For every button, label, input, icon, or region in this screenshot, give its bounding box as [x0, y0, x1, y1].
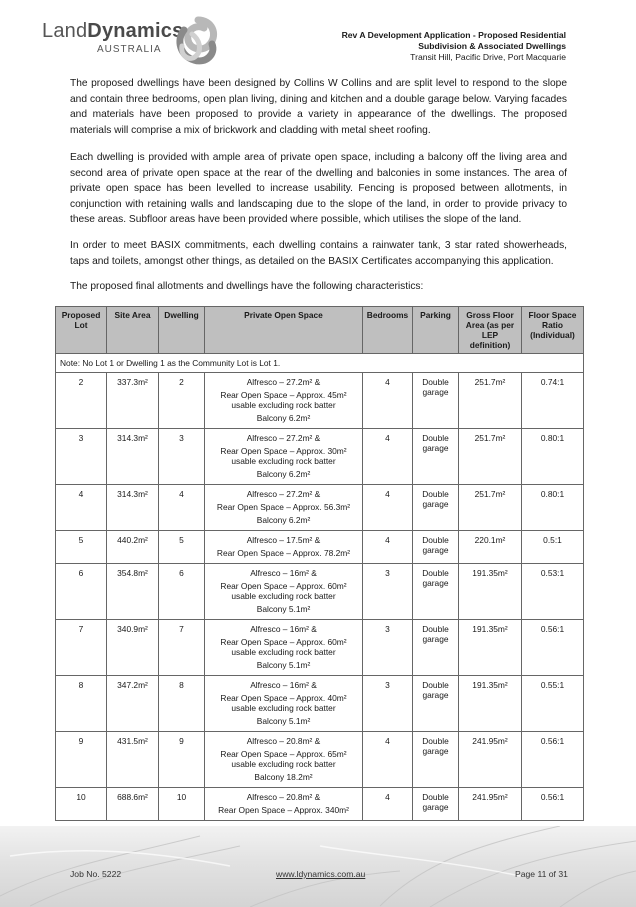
- document-header-title: [342, 30, 566, 63]
- logo-word-bold: Dynamics: [87, 20, 184, 42]
- column-header: Site Area: [107, 307, 159, 354]
- cell-floor-space-ratio: 0.56:1: [522, 788, 584, 821]
- cell-lot: 9: [56, 732, 107, 788]
- cell-bedrooms: 4: [363, 531, 413, 564]
- cell-parking: Double garage: [413, 531, 459, 564]
- cell-site-area: 314.3m²: [107, 429, 159, 485]
- cell-bedrooms: 3: [363, 564, 413, 620]
- cell-dwelling: 6: [159, 564, 205, 620]
- cell-private-open-space: [205, 485, 363, 531]
- cell-lot: 5: [56, 531, 107, 564]
- open-space-line: Rear Open Space – Approx. 78.2m²: [216, 548, 351, 558]
- cell-private-open-space: [205, 531, 363, 564]
- cell-private-open-space: [205, 676, 363, 732]
- cell-parking: Double garage: [413, 564, 459, 620]
- footer-page-number: Page 11 of 31: [515, 869, 568, 879]
- cell-private-open-space: [205, 788, 363, 821]
- table-row: [56, 429, 584, 485]
- cell-bedrooms: 3: [363, 620, 413, 676]
- column-header: Private Open Space: [205, 307, 363, 354]
- cell-lot: 2: [56, 373, 107, 429]
- cell-dwelling: 8: [159, 676, 205, 732]
- open-space-line: Alfresco – 16m² &: [250, 568, 317, 578]
- open-space-line: Alfresco – 27.2m² &: [246, 433, 321, 443]
- cell-site-area: 314.3m²: [107, 485, 159, 531]
- paragraph-dwelling-design: The proposed dwellings have been designed by Collins W Collins and are split level to respond to the slope and contain three bedrooms, open plan living, dining and kitchen and a double garage below. Varying facades and materials have been proposed to provide a variety in appearance of the dwellings. The proposed materials will comprise a mix of brickwork and cladding with metal sheet roofing.: [70, 78, 567, 136]
- cell-site-area: 431.5m²: [107, 732, 159, 788]
- footer-job-number: Job No. 5222: [70, 869, 122, 879]
- cell-private-open-space: [205, 620, 363, 676]
- cell-gross-floor-area: 220.1m²: [459, 531, 522, 564]
- cell-dwelling: 3: [159, 429, 205, 485]
- open-space-line: Balcony 5.1m²: [256, 660, 311, 670]
- cell-private-open-space: [205, 373, 363, 429]
- open-space-line: Rear Open Space – Approx. 40m² usable excluding rock batter: [220, 693, 347, 713]
- company-logo: [42, 20, 184, 55]
- allotments-table: [55, 306, 584, 821]
- cell-gross-floor-area: 251.7m²: [459, 485, 522, 531]
- open-space-line: Rear Open Space – Approx. 65m² usable excluding rock batter: [220, 749, 347, 769]
- cell-floor-space-ratio: 0.56:1: [522, 732, 584, 788]
- cell-site-area: 340.9m²: [107, 620, 159, 676]
- cell-parking: Double garage: [413, 732, 459, 788]
- table-row: [56, 564, 584, 620]
- column-header: Floor Space Ratio (Individual): [522, 307, 584, 354]
- logo-knot-icon: [172, 14, 224, 71]
- cell-private-open-space: [205, 564, 363, 620]
- table-row: [56, 620, 584, 676]
- cell-dwelling: 4: [159, 485, 205, 531]
- cell-gross-floor-area: 241.95m²: [459, 732, 522, 788]
- paragraph-table-intro: The proposed final allotments and dwellings have the following characteristics:: [70, 281, 424, 292]
- cell-parking: Double garage: [413, 676, 459, 732]
- cell-floor-space-ratio: 0.55:1: [522, 676, 584, 732]
- cell-gross-floor-area: 251.7m²: [459, 373, 522, 429]
- cell-dwelling: 2: [159, 373, 205, 429]
- open-space-line: Balcony 6.2m²: [256, 515, 311, 525]
- cell-lot: 3: [56, 429, 107, 485]
- open-space-line: Alfresco – 20.8m² &: [246, 736, 321, 746]
- table-row: [56, 732, 584, 788]
- column-header: Bedrooms: [363, 307, 413, 354]
- cell-parking: Double garage: [413, 429, 459, 485]
- open-space-line: Rear Open Space – Approx. 30m² usable excluding rock batter: [220, 446, 347, 466]
- open-space-line: Alfresco – 17.5m² &: [246, 535, 321, 545]
- cell-lot: 10: [56, 788, 107, 821]
- table-row: [56, 373, 584, 429]
- cell-site-area: 337.3m²: [107, 373, 159, 429]
- cell-private-open-space: [205, 732, 363, 788]
- table-row: [56, 531, 584, 564]
- cell-floor-space-ratio: 0.53:1: [522, 564, 584, 620]
- cell-dwelling: 9: [159, 732, 205, 788]
- paragraph-private-open-space: Each dwelling is provided with ample area of private open space, including a balcony off the living area and second area of private open space at the rear of the dwelling and balconies in some instances. The area of private open space has been levelled to increase usability. Fencing is proposed between allotments, in conjunction with retaining walls and landscaping due to the slope of the land, in order to provide privacy to these areas. Subfloor areas have been provided where possible, which utilises the slope of the land.: [70, 152, 567, 226]
- cell-gross-floor-area: 191.35m²: [459, 620, 522, 676]
- open-space-line: Rear Open Space – Approx. 45m² usable excluding rock batter: [220, 390, 347, 410]
- cell-bedrooms: 4: [363, 732, 413, 788]
- table-row: [56, 676, 584, 732]
- logo-subtitle: AUSTRALIA: [97, 44, 162, 55]
- open-space-line: Rear Open Space – Approx. 340m²: [218, 805, 349, 815]
- footer-website-link[interactable]: www.ldynamics.com.au: [276, 869, 366, 879]
- cell-private-open-space: [205, 429, 363, 485]
- cell-floor-space-ratio: 0.56:1: [522, 620, 584, 676]
- cell-floor-space-ratio: 0.80:1: [522, 429, 584, 485]
- cell-parking: Double garage: [413, 788, 459, 821]
- header-location: Transit Hill, Pacific Drive, Port Macquarie: [410, 52, 566, 62]
- cell-bedrooms: 4: [363, 788, 413, 821]
- cell-bedrooms: 4: [363, 485, 413, 531]
- cell-site-area: 347.2m²: [107, 676, 159, 732]
- cell-bedrooms: 4: [363, 429, 413, 485]
- logo-wordmark: [42, 20, 183, 43]
- header-title-line1: Rev A Development Application - Proposed Residential: [341, 30, 566, 40]
- cell-lot: 8: [56, 676, 107, 732]
- column-header: Parking: [413, 307, 459, 354]
- cell-floor-space-ratio: 0.74:1: [522, 373, 584, 429]
- open-space-line: Balcony 5.1m²: [256, 716, 311, 726]
- open-space-line: Balcony 6.2m²: [256, 469, 311, 479]
- open-space-line: Balcony 5.1m²: [256, 604, 311, 614]
- cell-gross-floor-area: 241.95m²: [459, 788, 522, 821]
- cell-dwelling: 10: [159, 788, 205, 821]
- open-space-line: Balcony 6.2m²: [256, 413, 311, 423]
- cell-gross-floor-area: 191.35m²: [459, 564, 522, 620]
- cell-floor-space-ratio: 0.5:1: [522, 531, 584, 564]
- cell-dwelling: 5: [159, 531, 205, 564]
- cell-gross-floor-area: 191.35m²: [459, 676, 522, 732]
- column-header: Gross Floor Area (as per LEP definition): [459, 307, 522, 354]
- cell-site-area: 440.2m²: [107, 531, 159, 564]
- column-header: Proposed Lot: [56, 307, 107, 354]
- table-note-row: [56, 354, 584, 373]
- open-space-line: Alfresco – 16m² &: [250, 680, 317, 690]
- cell-dwelling: 7: [159, 620, 205, 676]
- table-row: [56, 788, 584, 821]
- open-space-line: Alfresco – 16m² &: [250, 624, 317, 634]
- header-title-line2: Subdivision & Associated Dwellings: [418, 41, 566, 51]
- open-space-line: Rear Open Space – Approx. 60m² usable excluding rock batter: [220, 637, 347, 657]
- open-space-line: Rear Open Space – Approx. 60m² usable excluding rock batter: [220, 581, 347, 601]
- cell-site-area: 354.8m²: [107, 564, 159, 620]
- open-space-line: Rear Open Space – Approx. 56.3m²: [216, 502, 351, 512]
- cell-parking: Double garage: [413, 485, 459, 531]
- open-space-line: Alfresco – 27.2m² &: [246, 377, 321, 387]
- cell-gross-floor-area: 251.7m²: [459, 429, 522, 485]
- footer-background: [0, 826, 636, 907]
- open-space-line: Alfresco – 27.2m² &: [246, 489, 321, 499]
- column-header: Dwelling: [159, 307, 205, 354]
- cell-bedrooms: 3: [363, 676, 413, 732]
- table-note: Note: No Lot 1 or Dwelling 1 as the Community Lot is Lot 1.: [56, 354, 584, 373]
- cell-parking: Double garage: [413, 620, 459, 676]
- cell-lot: 6: [56, 564, 107, 620]
- paragraph-basix: In order to meet BASIX commitments, each dwelling contains a rainwater tank, 3 star rated showerheads, taps and toilets, amongst other things, as detailed on the BASIX Certificates accompanying this application.: [70, 240, 567, 267]
- table-row: [56, 485, 584, 531]
- open-space-line: Alfresco – 20.8m² &: [246, 792, 321, 802]
- table-header-row: [56, 307, 584, 354]
- logo-word-light: Land: [42, 20, 88, 42]
- cell-parking: Double garage: [413, 373, 459, 429]
- open-space-line: Balcony 18.2m²: [254, 772, 313, 782]
- cell-bedrooms: 4: [363, 373, 413, 429]
- cell-floor-space-ratio: 0.80:1: [522, 485, 584, 531]
- cell-lot: 7: [56, 620, 107, 676]
- cell-lot: 4: [56, 485, 107, 531]
- cell-site-area: 688.6m²: [107, 788, 159, 821]
